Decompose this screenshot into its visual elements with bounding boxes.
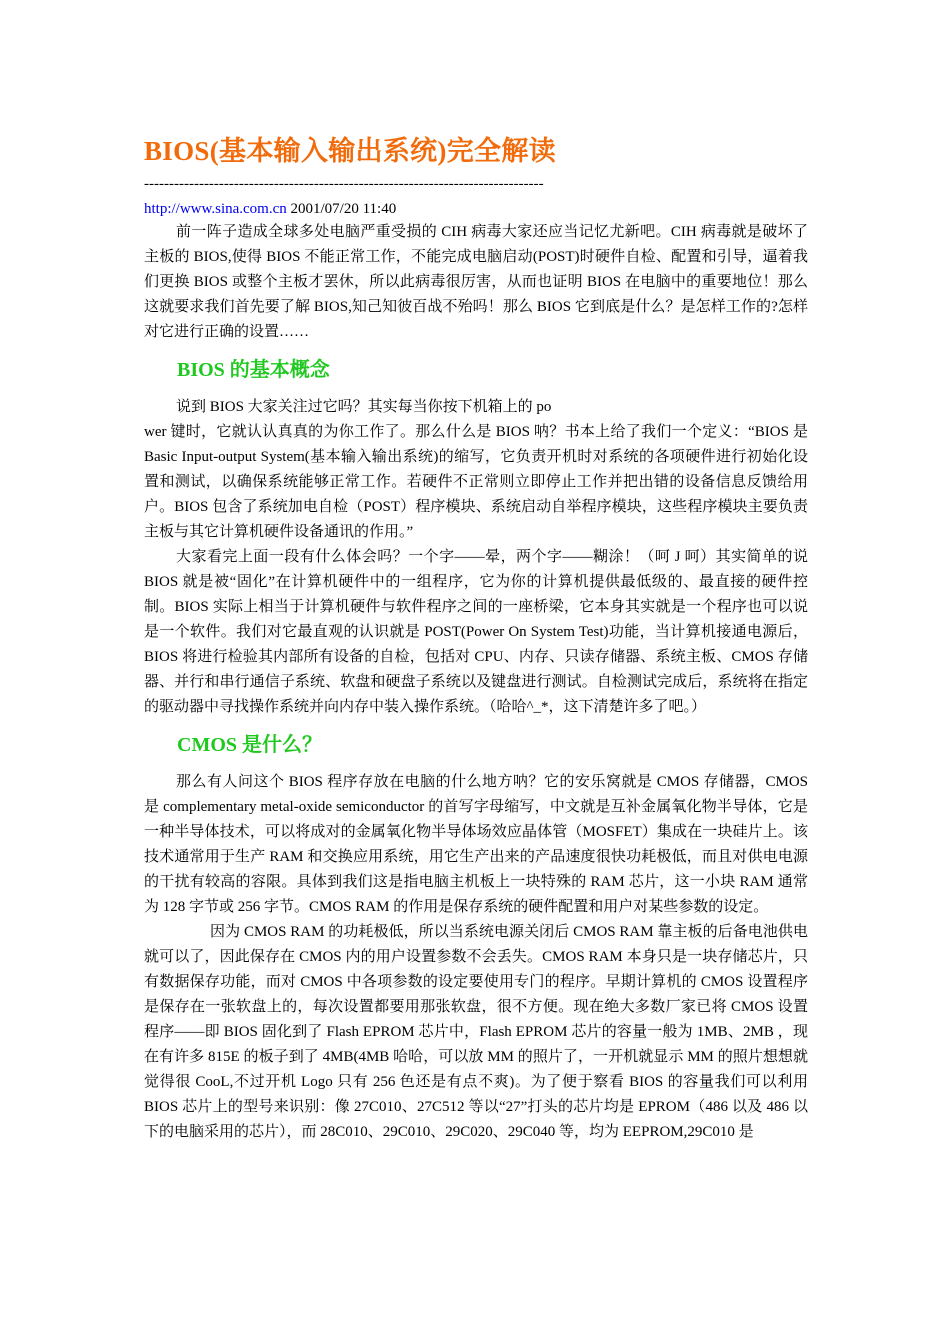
- document-title: BIOS(基本输入输出系统)完全解读: [144, 136, 556, 166]
- source-line: [144, 198, 808, 220]
- cmos-paragraph-1: 那么有人问这个 BIOS 程序存放在电脑的什么地方呐？它的安乐窝就是 CMOS 存储器，CMOS 是 complementary metal-oxide semiconductor 的首写字母缩写，中文就是互补金属氧化物半导体，它是一种半导体技术，可以将成对的金属氧化物半导体场效应晶体管（MOSFET）集成在一块硅片上。该技术通常用于生产 RAM 和交换应用系统，用它生产出来的产品速度很快功耗极低，而且对供电电源的干扰有较高的容限。具体到我们这是指电脑主机板上一块特殊的 RAM 芯片，这一小块 RAM 通常为 128 字节或 256 字节。CMOS RAM 的作用是保存系统的硬件配置和用户对某些参数的设定。: [144, 774, 808, 915]
- bios-paragraph-1-line-1: 说到 BIOS 大家关注过它吗？其实每当你按下机箱上的 po: [176, 399, 552, 415]
- publish-date: 2001/07/20 11:40: [290, 201, 397, 217]
- intro-paragraph: 前一阵子造成全球多处电脑严重受损的 CIH 病毒大家还应当记忆尤新吧。CIH 病毒就是破坏了主板的 BIOS,使得 BIOS 不能正常工作，不能完成电脑启动(POST)时硬件自检、配置和引导，逼着我们更换 BIOS 或整个主板才罢休，所以此病毒很厉害，从而也证明 BIOS 在电脑中的重要地位！那么这就要求我们首先要了解 BIOS,知己知彼百战不殆吗！那么 BIOS 它到底是什么？是怎样工作的?怎样对它进行正确的设置……: [144, 224, 808, 340]
- source-link[interactable]: http://www.sina.com.cn: [144, 201, 287, 217]
- section-heading-bios: BIOS 的基本概念: [177, 359, 330, 381]
- cmos-paragraph-2: 因为 CMOS RAM 的功耗极低，所以当系统电源关闭后 CMOS RAM 靠主板的后备电池供电就可以了，因此保存在 CMOS 内的用户设置参数不会丢失。CMOS RAM 本身只是一块存储芯片，只有数据保存功能，而对 CMOS 中各项参数的设定要使用专门的程序。早期计算机的 CMOS 设置程序是保存在一张软盘上的，每次设置都要用那张软盘，很不方便。现在绝大多数厂家已将 CMOS 设置程序——即 BIOS 固化到了 Flash EPROM 芯片中，Flash EPROM 芯片的容量一般为 1MB、2MB ，现在有许多 815E 的板子到了 4MB(4MB 哈哈，可以放 MM 的照片了，一开机就显示 MM 的照片想想就觉得很 CooL,不过开机 Logo 只有 256 色还是有点不爽)。为了便于察看 BIOS 的容量我们可以利用 BIOS 芯片上的型号来识别：像 27C010、27C512 等以“27”打头的芯片均是 EPROM（486 以及 486 以下的电脑采用的芯片），而 28C010、29C010、29C020、29C040 等，均为 EEPROM,29C010 是: [144, 924, 808, 1140]
- section-heading-cmos: CMOS 是什么？: [177, 734, 322, 756]
- document-page: [144, 132, 808, 1145]
- bios-paragraph-1-rest: wer 键时，它就认认真真的为你工作了。那么什么是 BIOS 呐？书本上给了我们一个定义：“BIOS 是 Basic Input-output System(基本输入输出系统)的缩写，它负责开机时对系统的各项硬件进行初始化设置和测试，以确保系统能够正常工作。若硬件不正常则立即停止工作并把出错的设备信息反馈给用户。BIOS 包含了系统加电自检（POST）程序模块、系统启动自举程序模块，这些程序模块主要负责主板与其它计算机硬件设备通讯的作用。”: [144, 424, 808, 540]
- horizontal-rule: --------------------------------------------------------------------------------: [144, 176, 544, 192]
- bios-paragraph-2: 大家看完上面一段有什么体会吗？一个字——晕，两个字——糊涂！（呵 J 呵）其实简单的说 BIOS 就是被“固化”在计算机硬件中的一组程序，它为你的计算机提供最低级的、最直接的硬件控制。BIOS 实际上相当于计算机硬件与软件程序之间的一座桥梁，它本身其实就是一个程序也可以说是一个软件。我们对它最直观的认识就是 POST(Power On System Test)功能，当计算机接通电源后，BIOS 将进行检验其内部所有设备的自检，包括对 CPU、内存、只读存储器、系统主板、CMOS 存储器、并行和串行通信子系统、软盘和硬盘子系统以及键盘进行测试。自检测试完成后，系统将在指定的驱动器中寻找操作系统并向内存中装入操作系统。（哈哈^_*，这下清楚许多了吧。）: [144, 549, 808, 715]
